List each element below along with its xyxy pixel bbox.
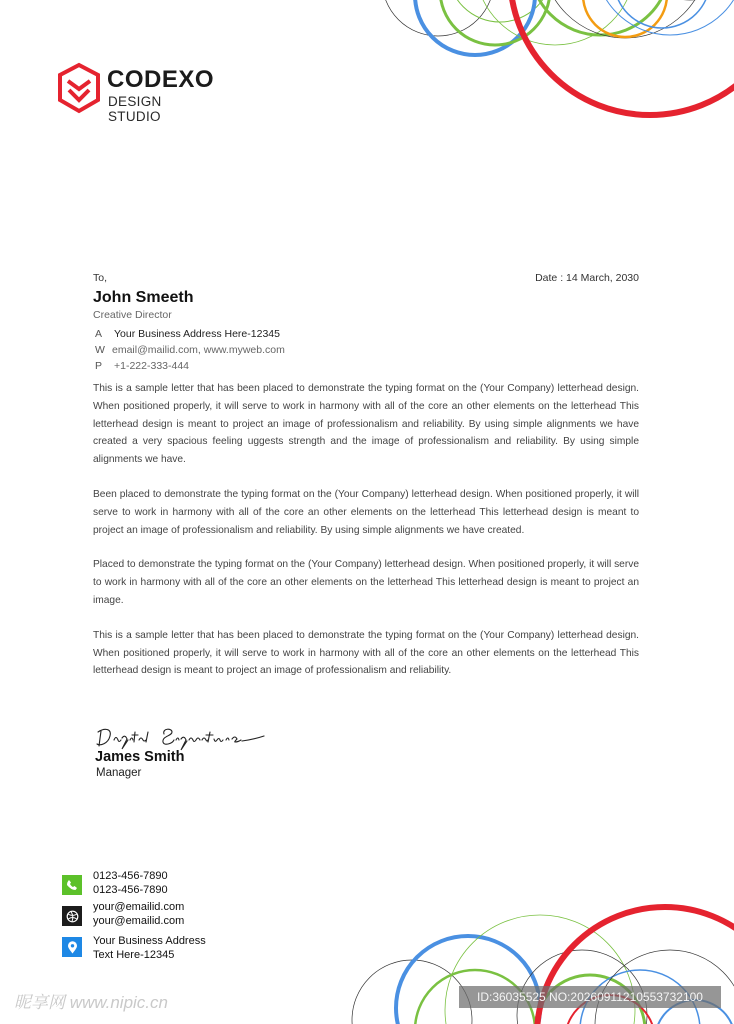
- hexagon-shield-icon: [56, 62, 102, 114]
- body-paragraph: This is a sample letter that has been placed to demonstrate the typing format on the (Your Company) letterhead design. When positioned properly, it will serve to work in harmony with all of the core an other elements on the letterhead This letterhead design is meant to project an image of professionalism and reliability.: [93, 629, 639, 677]
- phone-icon: [62, 875, 82, 895]
- to-label: To,: [93, 272, 108, 284]
- footer-phone-line: 0123-456-7890: [93, 870, 168, 882]
- company-name: CODEXO: [107, 66, 215, 93]
- contact-value: email@mailid.com, www.myweb.com: [112, 344, 285, 356]
- contact-value: Your Business Address Here-12345: [114, 328, 280, 340]
- letter-date: Date : 14 March, 2030: [535, 272, 639, 284]
- location-pin-icon: [62, 937, 82, 957]
- body-paragraph: Been placed to demonstrate the typing format on the (Your Company) letterhead design. When positioned properly, it will serve to work in harmony with all of the core an other elements on the letterhead This letterhead design is meant to project an image of professionalism and reliability. By using simple alignments we have created.: [93, 488, 639, 536]
- footer-address: [62, 935, 262, 965]
- recipient-title: Creative Director: [93, 309, 172, 321]
- footer-email: [62, 901, 262, 931]
- decorative-rings-top: [380, 0, 734, 130]
- footer-address-line: Your Business Address: [93, 935, 206, 947]
- footer-email-line: your@emailid.com: [93, 901, 185, 913]
- globe-icon: [62, 906, 82, 926]
- contact-key: W: [95, 344, 105, 356]
- watermark-id: ID:36035525 NO:20260911210553732100: [459, 986, 721, 1008]
- recipient-name: John Smeeth: [93, 289, 194, 306]
- contact-value: +1-222-333-444: [114, 360, 190, 372]
- company-tagline: DESIGN STUDIO: [108, 94, 162, 124]
- watermark-site: 昵享网 www.nipic.cn: [14, 993, 168, 1012]
- signer-role: Manager: [96, 767, 142, 779]
- body-paragraph: This is a sample letter that has been placed to demonstrate the typing format on the (Your Company) letterhead design. When positioned properly, it will serve to work in harmony with all of the core an other elements on the letterhead This letterhead design is meant to project an image of professionalism and reliability. By using simple alignments we have created a very spacious feeling uggests strength and the image of professionalism and reliability. By using simple alignments we have.: [93, 383, 639, 466]
- footer-address-line: Text Here-12345: [93, 948, 175, 961]
- signer-name: James Smith: [95, 749, 185, 765]
- company-logo: [56, 62, 216, 124]
- letter-body: [93, 380, 639, 697]
- footer-phone-line: 0123-456-7890: [93, 883, 168, 896]
- body-paragraph: Placed to demonstrate the typing format on the (Your Company) letterhead design. When positioned properly, it will serve to work in harmony with all of the core an other elements on the letterhead This letterhead design is meant to project an image.: [93, 559, 639, 606]
- contact-key: P: [95, 360, 103, 372]
- contact-key: A: [95, 328, 103, 340]
- footer-phone: [62, 870, 262, 900]
- footer-email-line: your@emailid.com: [93, 914, 185, 927]
